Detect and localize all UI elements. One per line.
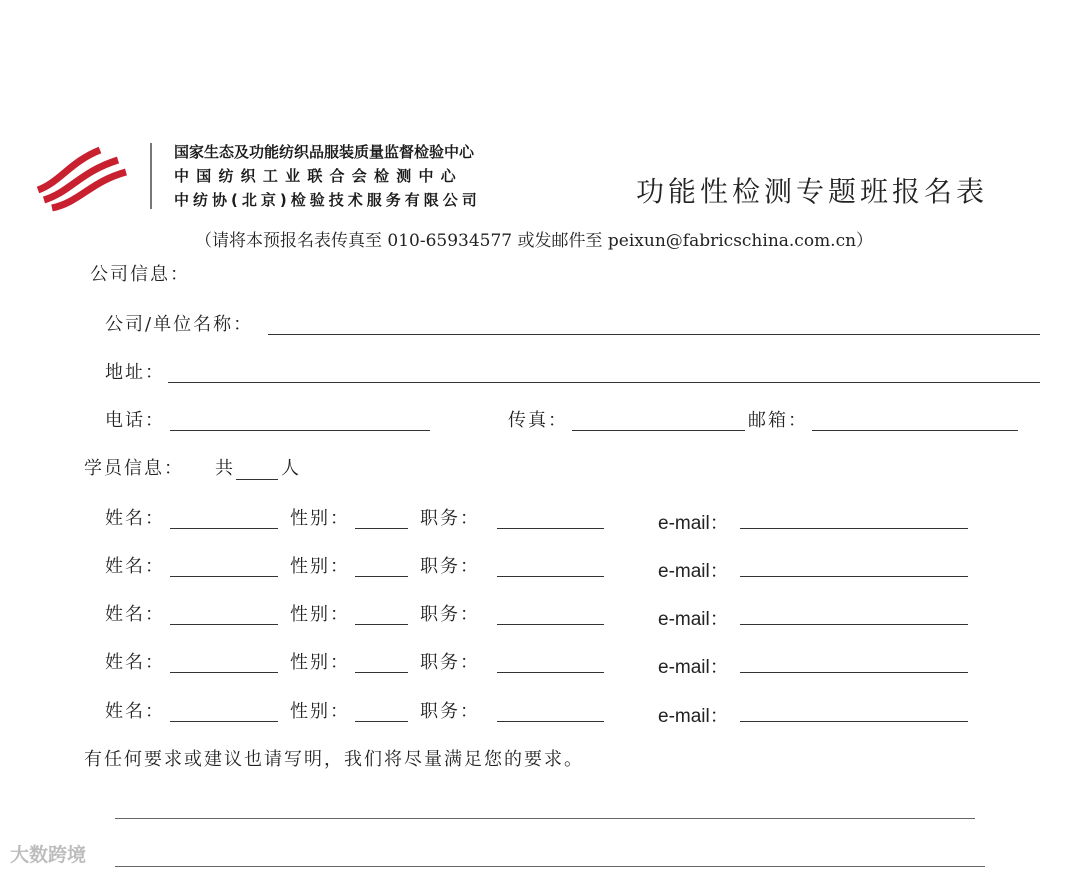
student-gender-label: 性别： — [290, 652, 350, 673]
student-title-field[interactable] — [497, 672, 604, 673]
student-email-field[interactable] — [740, 576, 968, 577]
logo-divider — [150, 143, 152, 209]
requests-line-2[interactable] — [115, 866, 985, 867]
logo-icon — [30, 142, 130, 212]
student-gender-label: 性别： — [290, 508, 350, 529]
student-email-label: e-mail： — [658, 706, 729, 727]
student-name-field[interactable] — [170, 528, 278, 529]
student-name-label: 姓名： — [105, 556, 165, 577]
student-name-field[interactable] — [170, 672, 278, 673]
student-gender-field[interactable] — [355, 576, 408, 577]
company-name-field[interactable] — [268, 334, 1040, 335]
student-title-field[interactable] — [497, 721, 604, 722]
student-name-field[interactable] — [170, 721, 278, 722]
address-label: 地址： — [105, 362, 165, 383]
requests-line-1[interactable] — [115, 818, 975, 819]
student-title-label: 职务： — [420, 701, 480, 722]
org-line-1: 国家生态及功能纺织品服装质量监督检验中心 — [174, 143, 475, 161]
watermark: 大数跨境 — [10, 844, 87, 866]
student-gender-label: 性别： — [290, 604, 350, 625]
student-name-label: 姓名： — [105, 701, 165, 722]
student-email-field[interactable] — [740, 672, 968, 673]
email-field[interactable] — [812, 430, 1018, 431]
student-title-field[interactable] — [497, 528, 604, 529]
org-line-3: 中纺协(北京)检验技术服务有限公司 — [174, 191, 481, 209]
student-name-label: 姓名： — [105, 604, 165, 625]
student-name-label: 姓名： — [105, 652, 165, 673]
student-gender-field[interactable] — [355, 528, 408, 529]
total-count-field[interactable] — [236, 479, 278, 480]
student-name-field[interactable] — [170, 576, 278, 577]
student-gender-label: 性别： — [290, 701, 350, 722]
student-email-field[interactable] — [740, 721, 968, 722]
student-title-field[interactable] — [497, 576, 604, 577]
student-gender-label: 性别： — [290, 556, 350, 577]
student-email-label: e-mail： — [658, 513, 729, 534]
student-gender-field[interactable] — [355, 721, 408, 722]
students-section-label: 学员信息： — [84, 458, 184, 479]
student-title-label: 职务： — [420, 556, 480, 577]
student-email-label: e-mail： — [658, 609, 729, 630]
phone-field[interactable] — [170, 430, 430, 431]
phone-label: 电话： — [105, 410, 165, 431]
form-title: 功能性检测专题班报名表 — [636, 175, 989, 208]
total-prefix: 共 — [215, 458, 235, 479]
form-subtitle: （请将本预报名表传真至 010-65934577 或发邮件至 peixun@fabricschina.com.cn） — [195, 231, 874, 251]
student-name-field[interactable] — [170, 624, 278, 625]
student-name-label: 姓名： — [105, 508, 165, 529]
email-label: 邮箱： — [748, 410, 808, 431]
fax-label: 传真： — [508, 410, 568, 431]
student-email-field[interactable] — [740, 528, 968, 529]
student-title-label: 职务： — [420, 604, 480, 625]
student-title-label: 职务： — [420, 652, 480, 673]
fax-field[interactable] — [572, 430, 745, 431]
student-title-field[interactable] — [497, 624, 604, 625]
requests-label: 有任何要求或建议也请写明，我们将尽量满足您的要求。 — [84, 749, 584, 770]
student-email-label: e-mail： — [658, 561, 729, 582]
total-suffix: 人 — [281, 458, 301, 479]
student-email-field[interactable] — [740, 624, 968, 625]
student-gender-field[interactable] — [355, 624, 408, 625]
org-line-2: 中 国 纺 织 工 业 联 合 会 检 测 中 心 — [174, 167, 457, 185]
student-gender-field[interactable] — [355, 672, 408, 673]
company-section-label: 公司信息： — [90, 264, 190, 285]
address-field[interactable] — [168, 382, 1040, 383]
company-name-label: 公司/单位名称： — [105, 314, 254, 335]
student-title-label: 职务： — [420, 508, 480, 529]
student-email-label: e-mail： — [658, 657, 729, 678]
